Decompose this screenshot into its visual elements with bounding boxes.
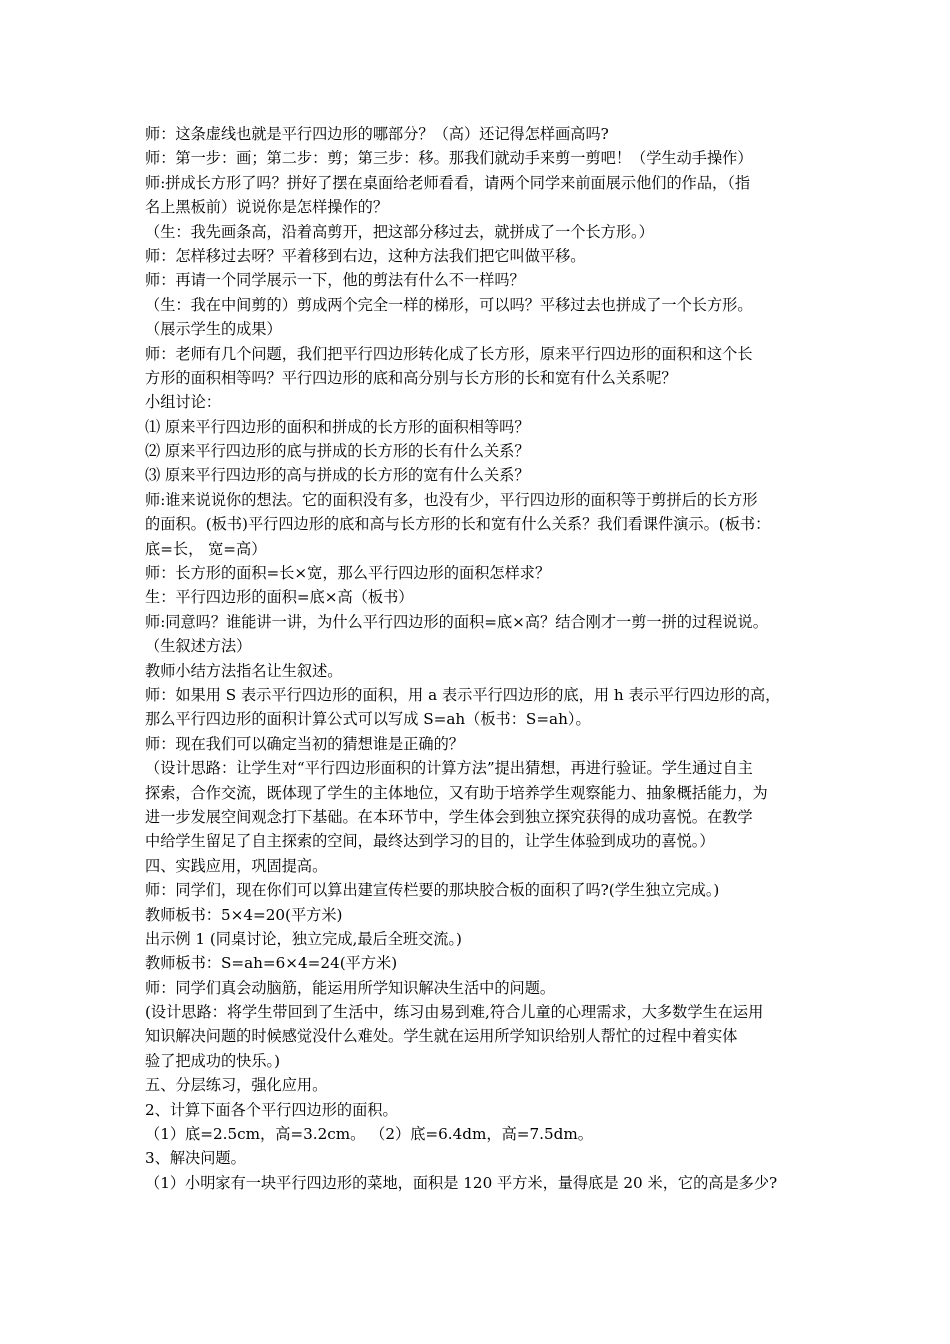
text-line: 师：第一步：画；第二步：剪；第三步：移。那我们就动手来剪一剪吧！（学生动手操作） [145, 149, 753, 168]
text-line: 教师板书：S=ah=6×4=24(平方米) [145, 954, 398, 973]
text-line: 师：老师有几个问题，我们把平行四边形转化成了长方形，原来平行四边形的面积和这个长 [145, 344, 753, 363]
text-line: 师:拼成长方形了吗？拼好了摆在桌面给老师看看，请两个同学来前面展示他们的作品，（指 [145, 173, 751, 192]
text-line: 教师小结方法指名让生叙述。 [145, 661, 343, 680]
text-line: 五、分层练习，强化应用。 [145, 1076, 328, 1095]
text-line: ⑴ 原来平行四边形的面积和拼成的长方形的面积相等吗？ [145, 417, 530, 436]
text-line: 师：怎样移过去呀？平着移到右边，这种方法我们把它叫做平移。 [145, 246, 586, 265]
text-line: 3、解决问题。 [145, 1149, 246, 1168]
text-line: 进一步发展空间观念打下基础。在本环节中，学生体会到独立探究获得的成功喜悦。在教学 [145, 807, 753, 826]
text-line: （1）底=2.5cm，高=3.2cm。 （2）底=6.4dm，高=7.5dm。 [145, 1125, 593, 1144]
text-line: 师:谁来说说你的想法。它的面积没有多，也没有少，平行四边形的面积等于剪拼后的长方形 [145, 490, 758, 509]
text-line: （设计思路：让学生对“平行四边形面积的计算方法”提出猜想，再进行验证。学生通过自主 [145, 759, 753, 778]
text-line: 验了把成功的快乐。) [145, 1051, 281, 1070]
text-line: 探索，合作交流，既体现了学生的主体地位，又有助于培养学生观察能力、抽象概括能力，为 [145, 783, 768, 802]
text-line: 师：同学们真会动脑筋，能运用所学知识解决生活中的问题。 [145, 978, 556, 997]
text-line: ⑶ 原来平行四边形的高与拼成的长方形的宽有什么关系？ [145, 466, 530, 485]
text-line: （生叙述方法） [145, 637, 252, 656]
text-line: 师:同意吗？谁能讲一讲，为什么平行四边形的面积=底×高？结合刚才一剪一拼的过程说说。 [145, 612, 768, 631]
text-line: ⑵ 原来平行四边形的底与拼成的长方形的长有什么关系？ [145, 442, 530, 461]
text-line: 四、实践应用，巩固提高。 [145, 856, 328, 875]
text-line: 师：长方形的面积=长×宽，那么平行四边形的面积怎样求？ [145, 564, 551, 583]
text-line: 师：同学们，现在你们可以算出建宣传栏要的那块胶合板的面积了吗?(学生独立完成。) [145, 881, 720, 900]
text-line: 出示例 1 (同桌讨论，独立完成,最后全班交流。) [145, 929, 462, 948]
text-line: 方形的面积相等吗？平行四边形的底和高分别与长方形的长和宽有什么关系呢？ [145, 368, 677, 387]
text-line: 底=长， 宽=高） [145, 539, 267, 558]
text-line: 师：再请一个同学展示一下，他的剪法有什么不一样吗？ [145, 271, 525, 290]
text-line: （生：我先画条高，沿着高剪开，把这部分移过去，就拼成了一个长方形。） [145, 222, 654, 241]
text-line: （1）小明家有一块平行四边形的菜地，面积是 120 平方米，量得底是 20 米，它的高是多少? [145, 1173, 778, 1192]
text-line: 师：现在我们可以确定当初的猜想谁是正确的？ [145, 734, 464, 753]
text-line: （生：我在中间剪的）剪成两个完全一样的梯形，可以吗？平移过去也拼成了一个长方形。 [145, 295, 753, 314]
text-line: 师：这条虚线也就是平行四边形的哪部分？（高）还记得怎样画高吗? [145, 125, 609, 143]
text-line: (设计思路：将学生带回到了生活中，练习由易到难,符合儿童的心理需求，大多数学生在运用 [145, 1003, 764, 1022]
text-line: 2、计算下面各个平行四边形的面积。 [145, 1100, 398, 1119]
text-line: 那么平行四边形的面积计算公式可以写成 S=ah（板书：S=ah）。 [145, 710, 591, 729]
text-line: 中给学生留足了自主探索的空间，最终达到学习的目的，让学生体验到成功的喜悦。） [145, 832, 715, 851]
text-line: 的面积。(板书)平行四边形的底和高与长方形的长和宽有什么关系？我们看课件演示。(板书： [145, 515, 771, 534]
text-line: 小组讨论： [145, 393, 221, 412]
text-line: 教师板书：5×4=20(平方米) [145, 905, 343, 924]
text-line: 知识解决问题的时候感觉没什么难处。学生就在运用所学知识给别人帮忙的过程中着实体 [145, 1027, 738, 1046]
text-line: 名上黑板前）说说你是怎样操作的？ [145, 198, 388, 217]
document-body [145, 122, 825, 1195]
text-line: 师：如果用 S 表示平行四边形的面积，用 a 表示平行四边形的底，用 h 表示平行四边形的高， [145, 685, 781, 704]
text-line: （展示学生的成果） [145, 320, 282, 339]
text-line: 生：平行四边形的面积=底×高（板书） [145, 588, 414, 607]
